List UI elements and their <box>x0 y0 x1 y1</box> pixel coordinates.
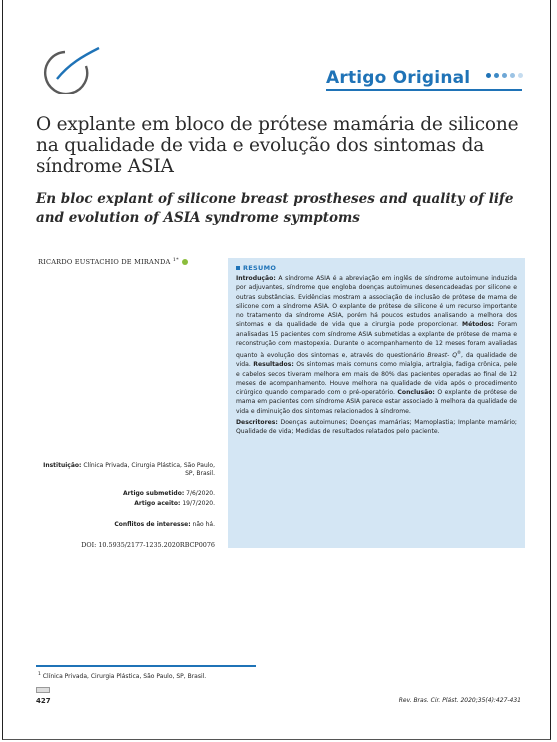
methods-questionnaire: Breast- Q <box>427 352 458 360</box>
author-affiliation-mark: 1* <box>172 257 179 263</box>
intro-text: A síndrome ASIA é a abreviação em inglês de síndrome autoimune induzida por adjuvantes, síndrome que engloba doenças autoimunes desencadeadas por silicone e outras substâncias. Evidências mostram a associação de inclusão de prótese de mama de silicone com a síndrome ASIA. O explante de prótese de silicone é um recurso importante no tratamento da síndrome ASIA, porém há poucos estudos analisando a melhora dos sintomas e da qualidade de vida que a cirurgia pode proporcionar. <box>236 275 517 329</box>
orcid-icon[interactable] <box>182 259 188 265</box>
article-title-english: En bloc explant of silicone breast prostheses and quality of life and evolution of ASIA syndrome symptoms <box>36 191 514 226</box>
abstract-box <box>228 258 525 548</box>
conclusion-label: Conclusão: <box>397 389 435 397</box>
abstract-body: Introdução: A síndrome ASIA é a abreviação em inglês de síndrome autoimune induzida por adjuvantes, síndrome que engloba doenças autoimunes desencadeadas por silicone e outras substâncias. Evidências mostram a associação de inclusão de prótese de mama de silicone com a síndrome ASIA. O explante de prótese de silicone é um recurso importante no tratamento da síndrome ASIA, porém há poucos estudos analisando a melhora dos sintomas e da qualidade de vida que a cirurgia pode proporcionar. Métodos: Foram analisadas 15 pacientes com síndrome ASIA submetidas a explante de prótese de mama e reconstrução com mastopexia. Durante o acompanhamento de 12 meses foram avaliadas quanto à evolução dos sintomas e, através do questionário Breast- Q®, da qualidade de vida. Resultados: Os sintomas mais comuns como mialgia, artralgia, fadiga crônica, pele e cabelos secos tiveram melhora em mais de 80% das pacientes operadas ao final de 12 meses de acompanhamento. Houve melhora na qualidade de vida após o procedimento cirúrgico quando comparado com o pré-operatório. Conclusão: O explante de prótese de mama em pacientes com síndrome ASIA parece estar associado à melhora da qualidade de vida e diminuição dos sintomas relacionados à síndrome. <box>236 275 518 415</box>
intro-label: Introdução: <box>236 275 276 282</box>
methods-label: Métodos: <box>462 321 494 329</box>
methods-text: Foram analisadas 15 pacientes com síndrome ASIA submetidas a explante de prótese de mama e reconstrução com mastopexia. Durante o acompanhamento de 12 meses foram avaliadas quanto à evolução dos sintomas e, através do questionário <box>236 321 518 360</box>
abstract-heading: RESUMO <box>236 264 517 272</box>
decorative-dots <box>486 73 523 78</box>
descriptors <box>236 418 517 437</box>
conclusion-text: O explante de prótese de mama em pacientes com síndrome ASIA parece estar associado à melhora da qualidade de vida e diminuição dos sintomas relacionados à síndrome. <box>236 389 518 415</box>
footnote-mark: 1 <box>38 672 41 677</box>
conflicts-value: não há. <box>192 521 215 528</box>
institution-info <box>40 462 215 478</box>
accepted-label: Artigo aceito: <box>134 500 181 507</box>
page-number: 427 <box>36 697 51 705</box>
author-name: RICARDO EUSTACHIO DE MIRANDA <box>38 258 171 267</box>
author-line <box>38 257 188 266</box>
submitted-info <box>40 490 215 498</box>
journal-reference: Rev. Bras. Cir. Plást. 2020;35(4):427-431 <box>398 697 521 704</box>
journal-logo-icon <box>35 44 101 94</box>
descriptors-text: Doenças autoimunes; Doenças mamárias; Mamoplastia; Implante mamário; Qualidade de vida; Medidas de resultados relatados pelo paciente. <box>236 418 517 436</box>
accepted-value: 19/7/2020. <box>182 500 215 507</box>
conflicts-info <box>40 521 215 529</box>
submitted-label: Artigo submetido: <box>122 490 185 497</box>
conflicts-label: Conflitos de interesse: <box>114 521 191 528</box>
submitted-value: 7/6/2020. <box>186 490 215 497</box>
institution-label: Instituição: <box>43 462 82 469</box>
methods-tail: , da qualidade de vida. <box>236 352 517 369</box>
footnote <box>38 672 206 680</box>
bullet-square-icon <box>236 266 240 270</box>
footnote-text: Clínica Privada, Cirurgia Plástica, São Paulo, SP, Brasil. <box>42 673 207 680</box>
institution-value: Clínica Privada, Cirurgia Plástica, São Paulo, SP, Brasil. <box>83 462 215 477</box>
footnote-rule <box>36 665 256 667</box>
descriptors-label: Descritores: <box>236 418 278 426</box>
doi-link[interactable]: DOI: 10.5935/2177-1235.2020RBCP0076 <box>81 541 215 549</box>
section-underline <box>326 89 522 91</box>
license-badge-icon[interactable] <box>36 687 50 693</box>
article-title-portuguese: O explante em bloco de prótese mamária de silicone na qualidade de vida e evolução dos sintomas da síndrome ASIA <box>36 114 519 177</box>
results-text: Os sintomas mais comuns como mialgia, artralgia, fadiga crônica, pele e cabelos secos tiveram melhora em mais de 80% das pacientes operadas ao final de 12 meses de acompanhamento. Houve melhora na qualidade de vida após o procedimento cirúrgico quando comparado com o pré-operatório. <box>236 361 518 397</box>
section-label: Artigo Original <box>326 68 471 88</box>
results-label: Resultados: <box>253 361 294 369</box>
accepted-info <box>40 500 215 508</box>
